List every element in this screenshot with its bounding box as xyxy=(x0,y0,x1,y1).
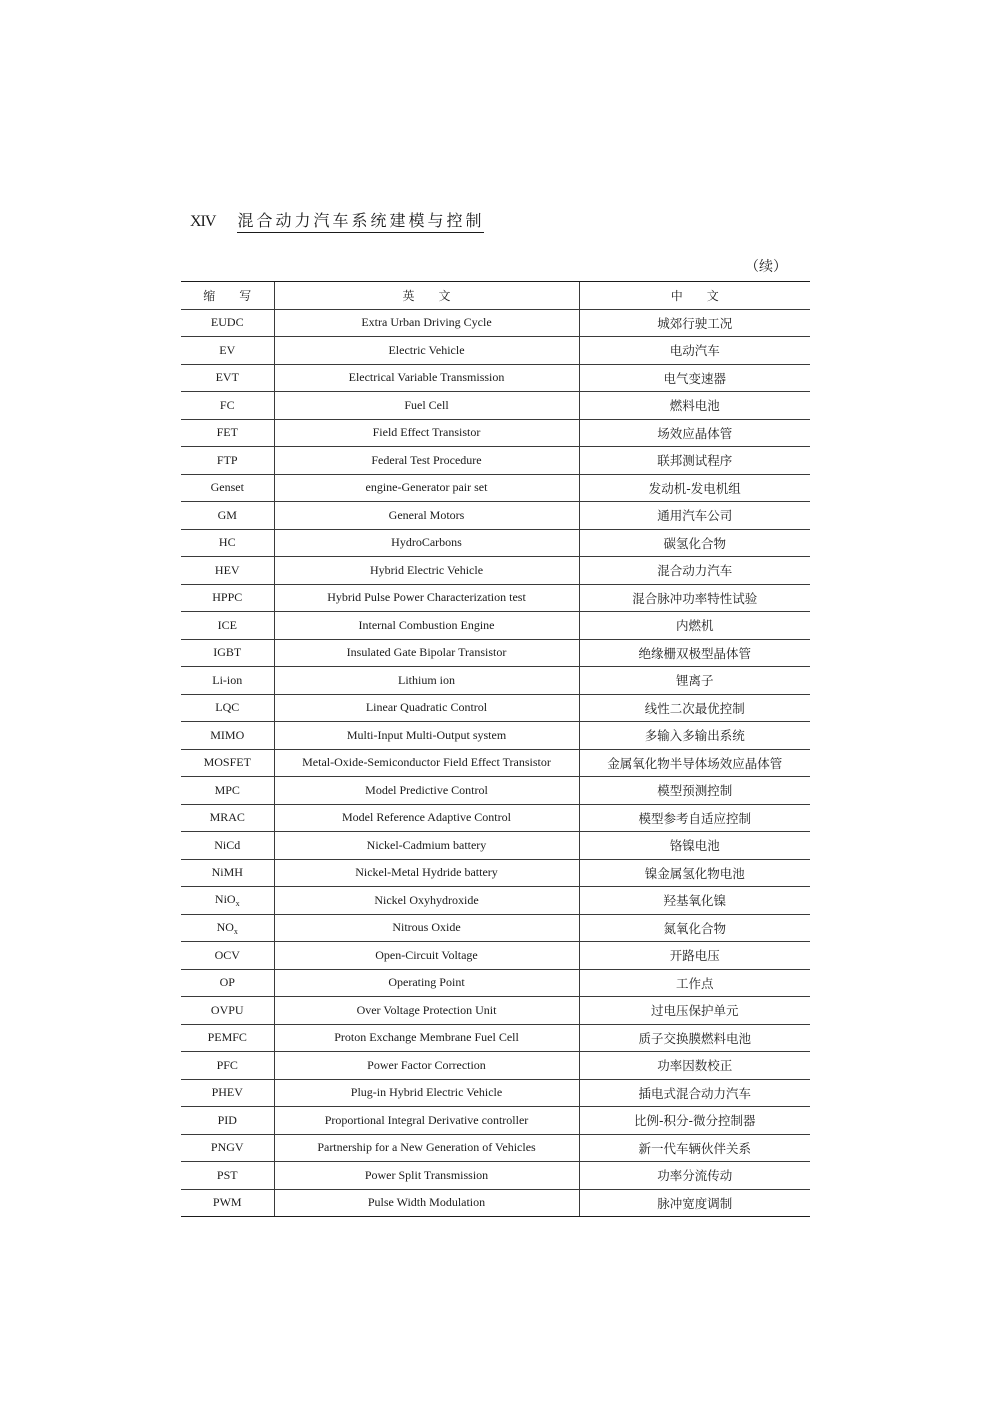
abbreviation-cell xyxy=(181,1162,274,1190)
abbreviation-text: FET xyxy=(216,425,238,440)
abbreviation-cell xyxy=(181,1024,274,1052)
english-term-cell: Internal Combustion Engine xyxy=(274,612,579,640)
abbreviation-cell xyxy=(181,584,274,612)
abbreviation-cell xyxy=(181,942,274,970)
abbreviation-cell xyxy=(181,1189,274,1217)
abbreviation-text: HC xyxy=(218,535,236,550)
abbreviation-text: FTP xyxy=(216,452,238,467)
abbreviation-text: ICE xyxy=(217,617,237,632)
english-term-cell: Nickel-Metal Hydride battery xyxy=(274,859,579,887)
english-term-cell: Nickel Oxyhydroxide xyxy=(274,887,579,915)
table-row xyxy=(181,804,810,832)
english-term-cell: Hybrid Pulse Power Characterization test xyxy=(274,584,579,612)
chinese-term-cell: 多输入多输出系统 xyxy=(579,722,810,750)
chinese-term-cell: 内燃机 xyxy=(579,612,810,640)
table-header-row xyxy=(181,282,810,310)
chinese-term-cell: 功率分流传动 xyxy=(579,1162,810,1190)
english-term-cell: Over Voltage Protection Unit xyxy=(274,997,579,1025)
abbreviation-text: OCV xyxy=(214,947,240,962)
english-term-cell: Federal Test Procedure xyxy=(274,447,579,475)
table-row xyxy=(181,419,810,447)
abbreviation-text: PFC xyxy=(216,1057,238,1072)
table-row xyxy=(181,1024,810,1052)
abbreviation-cell xyxy=(181,529,274,557)
table-row xyxy=(181,309,810,337)
chinese-term-cell: 城郊行驶工况 xyxy=(579,309,810,337)
english-term-cell: Pulse Width Modulation xyxy=(274,1189,579,1217)
chinese-term-cell: 金属氧化物半导体场效应晶体管 xyxy=(579,749,810,777)
abbreviation-text: GM xyxy=(217,507,237,522)
table-row xyxy=(181,447,810,475)
english-term-cell: Plug-in Hybrid Electric Vehicle xyxy=(274,1079,579,1107)
abbreviation-text: Genset xyxy=(210,480,244,495)
abbreviation-cell xyxy=(181,1134,274,1162)
chinese-term-cell: 工作点 xyxy=(579,969,810,997)
abbreviation-text: HEV xyxy=(214,562,240,577)
abbreviation-text: NO xyxy=(216,919,234,934)
abbreviation-cell xyxy=(181,859,274,887)
english-term-cell: Fuel Cell xyxy=(274,392,579,420)
table-row xyxy=(181,337,810,365)
running-title: 混合动力汽车系统建模与控制 xyxy=(237,208,484,233)
abbreviation-cell xyxy=(181,337,274,365)
abbreviation-text: MOSFET xyxy=(203,755,251,770)
chinese-term-cell: 比例-积分-微分控制器 xyxy=(579,1107,810,1135)
english-term-cell: engine-Generator pair set xyxy=(274,474,579,502)
abbreviation-cell xyxy=(181,474,274,502)
english-term-cell: Model Reference Adaptive Control xyxy=(274,804,579,832)
abbreviation-cell xyxy=(181,777,274,805)
abbreviation-text: PEMFC xyxy=(207,1030,247,1045)
abbreviation-cell xyxy=(181,1079,274,1107)
abbreviation-text: NiO xyxy=(214,892,236,907)
chinese-term-cell: 混合脉冲功率特性试验 xyxy=(579,584,810,612)
table-row xyxy=(181,529,810,557)
chinese-term-cell: 混合动力汽车 xyxy=(579,557,810,585)
english-term-cell: Field Effect Transistor xyxy=(274,419,579,447)
abbreviation-cell xyxy=(181,419,274,447)
table-row xyxy=(181,364,810,392)
table-row xyxy=(181,584,810,612)
english-term-cell: HydroCarbons xyxy=(274,529,579,557)
continued-label: （续） xyxy=(745,259,787,275)
abbreviation-text: NiMH xyxy=(211,865,243,880)
chinese-term-cell: 线性二次最优控制 xyxy=(579,694,810,722)
abbreviation-cell xyxy=(181,557,274,585)
chinese-term-cell: 质子交换膜燃料电池 xyxy=(579,1024,810,1052)
table-row xyxy=(181,1134,810,1162)
abbreviation-cell xyxy=(181,722,274,750)
english-term-cell: Proton Exchange Membrane Fuel Cell xyxy=(274,1024,579,1052)
table-body xyxy=(181,309,810,1217)
chinese-term-cell: 氮氧化合物 xyxy=(579,914,810,942)
table-row xyxy=(181,722,810,750)
column-header-chinese: 中 文 xyxy=(579,282,810,310)
table-row xyxy=(181,392,810,420)
abbreviation-cell xyxy=(181,1107,274,1135)
table-row xyxy=(181,997,810,1025)
english-term-cell: Model Predictive Control xyxy=(274,777,579,805)
english-term-cell: Partnership for a New Generation of Vehicles xyxy=(274,1134,579,1162)
abbreviation-text: IGBT xyxy=(213,645,242,660)
chinese-term-cell: 模型预测控制 xyxy=(579,777,810,805)
chinese-term-cell: 模型参考自适应控制 xyxy=(579,804,810,832)
table-row xyxy=(181,914,810,942)
english-term-cell: Nitrous Oxide xyxy=(274,914,579,942)
abbreviation-cell xyxy=(181,447,274,475)
chinese-term-cell: 场效应晶体管 xyxy=(579,419,810,447)
table-row xyxy=(181,1162,810,1190)
abbreviation-cell xyxy=(181,804,274,832)
english-term-cell: Metal-Oxide-Semiconductor Field Effect Transistor xyxy=(274,749,579,777)
chinese-term-cell: 燃料电池 xyxy=(579,392,810,420)
table-row xyxy=(181,502,810,530)
abbreviation-text: PNGV xyxy=(210,1140,244,1155)
column-header-english: 英 文 xyxy=(274,282,579,310)
english-term-cell: Multi-Input Multi-Output system xyxy=(274,722,579,750)
abbreviation-cell xyxy=(181,639,274,667)
abbreviation-table xyxy=(181,281,810,1217)
abbreviation-cell xyxy=(181,887,274,915)
table-row xyxy=(181,1107,810,1135)
chinese-term-cell: 铬镍电池 xyxy=(579,832,810,860)
chinese-term-cell: 过电压保护单元 xyxy=(579,997,810,1025)
english-term-cell: Proportional Integral Derivative controller xyxy=(274,1107,579,1135)
abbreviation-text: OP xyxy=(219,975,235,990)
english-term-cell: Insulated Gate Bipolar Transistor xyxy=(274,639,579,667)
chinese-term-cell: 锂离子 xyxy=(579,667,810,695)
english-term-cell: Nickel-Cadmium battery xyxy=(274,832,579,860)
english-term-cell: Power Split Transmission xyxy=(274,1162,579,1190)
english-term-cell: Hybrid Electric Vehicle xyxy=(274,557,579,585)
abbreviation-text: MRAC xyxy=(209,810,245,825)
abbreviation-text: PST xyxy=(216,1167,238,1182)
english-term-cell: Lithium ion xyxy=(274,667,579,695)
chinese-term-cell: 羟基氧化镍 xyxy=(579,887,810,915)
chinese-term-cell: 开路电压 xyxy=(579,942,810,970)
column-header-abbreviation: 缩 写 xyxy=(181,282,274,310)
table-row xyxy=(181,612,810,640)
table-row xyxy=(181,667,810,695)
abbreviation-cell xyxy=(181,832,274,860)
abbreviation-text: PHEV xyxy=(211,1085,243,1100)
abbreviation-cell xyxy=(181,969,274,997)
abbreviation-text: PWM xyxy=(212,1195,242,1210)
table-row xyxy=(181,1052,810,1080)
chinese-term-cell: 功率因数校正 xyxy=(579,1052,810,1080)
abbreviation-cell xyxy=(181,502,274,530)
abbreviation-text: NiCd xyxy=(214,837,241,852)
english-term-cell: Power Factor Correction xyxy=(274,1052,579,1080)
table-row xyxy=(181,1189,810,1217)
english-term-cell: Open-Circuit Voltage xyxy=(274,942,579,970)
abbreviation-text: EVT xyxy=(215,370,239,385)
abbreviation-text: Li-ion xyxy=(212,672,243,687)
table-row xyxy=(181,694,810,722)
chinese-term-cell: 绝缘栅双极型晶体管 xyxy=(579,639,810,667)
chinese-term-cell: 发动机-发电机组 xyxy=(579,474,810,502)
chinese-term-cell: 电气变速器 xyxy=(579,364,810,392)
abbreviation-text: FC xyxy=(219,397,235,412)
chinese-term-cell: 通用汽车公司 xyxy=(579,502,810,530)
chinese-term-cell: 脉冲宽度调制 xyxy=(579,1189,810,1217)
english-term-cell: Operating Point xyxy=(274,969,579,997)
english-term-cell: Electric Vehicle xyxy=(274,337,579,365)
chinese-term-cell: 新一代车辆伙伴关系 xyxy=(579,1134,810,1162)
table-row xyxy=(181,557,810,585)
abbreviation-cell xyxy=(181,612,274,640)
table-row xyxy=(181,1079,810,1107)
page-number: XIV xyxy=(190,213,216,230)
chinese-term-cell: 联邦测试程序 xyxy=(579,447,810,475)
abbreviation-cell xyxy=(181,667,274,695)
table-row xyxy=(181,639,810,667)
abbreviation-subscript: x xyxy=(233,926,238,936)
chinese-term-cell: 电动汽车 xyxy=(579,337,810,365)
table-row xyxy=(181,749,810,777)
table-row xyxy=(181,887,810,915)
abbreviation-cell xyxy=(181,309,274,337)
abbreviation-text: EUDC xyxy=(210,315,244,330)
abbreviation-text: OVPU xyxy=(210,1002,244,1017)
english-term-cell: Electrical Variable Transmission xyxy=(274,364,579,392)
abbreviation-text: PID xyxy=(217,1112,237,1127)
abbreviation-subscript: x xyxy=(235,899,240,909)
abbreviation-text: MIMO xyxy=(210,727,245,742)
abbreviation-cell xyxy=(181,364,274,392)
page-header xyxy=(190,208,484,233)
english-term-cell: Linear Quadratic Control xyxy=(274,694,579,722)
abbreviation-text: MPC xyxy=(214,782,240,797)
english-term-cell: General Motors xyxy=(274,502,579,530)
table-row xyxy=(181,832,810,860)
abbreviation-text: HPPC xyxy=(212,590,243,605)
table-row xyxy=(181,777,810,805)
abbreviation-text: LQC xyxy=(215,700,240,715)
abbreviation-cell xyxy=(181,1052,274,1080)
table-row xyxy=(181,474,810,502)
abbreviation-cell xyxy=(181,392,274,420)
table-row xyxy=(181,969,810,997)
abbreviation-text: EV xyxy=(219,342,236,357)
english-term-cell: Extra Urban Driving Cycle xyxy=(274,309,579,337)
chinese-term-cell: 镍金属氢化物电池 xyxy=(579,859,810,887)
table-row xyxy=(181,942,810,970)
abbreviation-cell xyxy=(181,914,274,942)
abbreviation-cell xyxy=(181,749,274,777)
chinese-term-cell: 插电式混合动力汽车 xyxy=(579,1079,810,1107)
abbreviation-cell xyxy=(181,694,274,722)
table-row xyxy=(181,859,810,887)
abbreviation-cell xyxy=(181,997,274,1025)
chinese-term-cell: 碳氢化合物 xyxy=(579,529,810,557)
